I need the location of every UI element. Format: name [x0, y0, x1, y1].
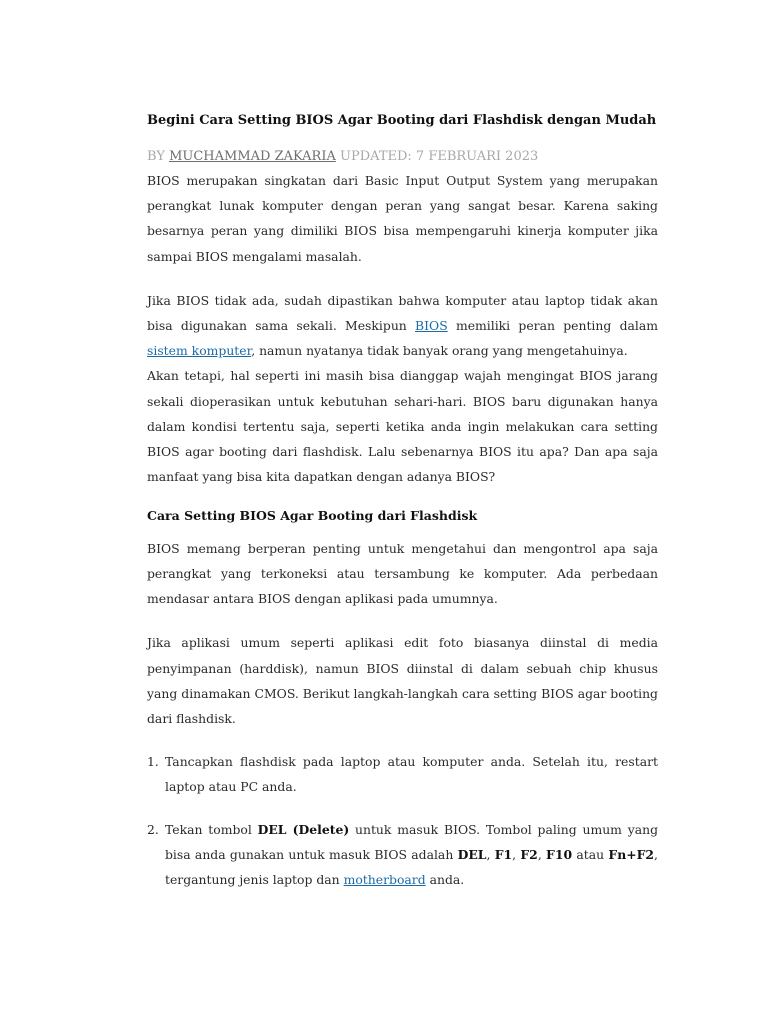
byline-updated: UPDATED: 7 FEBRUARI 2023 — [340, 149, 539, 164]
author-link[interactable]: MUCHAMMAD ZAKARIA — [169, 149, 336, 164]
section-heading: Cara Setting BIOS Agar Booting dari Flashdisk — [147, 508, 478, 524]
article — [147, 112, 658, 892]
paragraph-bios-role: BIOS memang berperan penting untuk mengetahui dan mengontrol apa saja perangkat yang terkoneksi atau tersambung ke komputer. Ada perbedaan mendasar antara BIOS dengan aplikasi pada umumnya. — [147, 540, 658, 607]
key-del: DEL — [457, 846, 487, 862]
key-f2: F2 — [520, 846, 538, 862]
step-text-4: anda. — [425, 872, 465, 888]
paragraph-bios-usage: Akan tetapi, hal seperti ini masih bisa dianggap wajah mengingat BIOS jarang sekali dioperasikan untuk kebutuhan sehari-hari. BIOS baru digunakan hanya dalam kondisi tertentu saja, seperti ketika anda ingin melakukan cara setting BIOS agar booting dari flashdisk. Lalu sebenarnya BIOS itu apa? Dan apa saja manfaat yang bisa kita dapatkan dengan adanya BIOS? — [147, 368, 658, 485]
byline-by: BY — [147, 149, 165, 164]
p2-text-2: memiliki peran penting dalam — [447, 318, 658, 334]
p2-text-1: Jika BIOS tidak ada, sudah dipastikan bahwa komputer atau laptop tidak akan bisa digunakan sama sekali. Meskipun — [147, 292, 658, 334]
separator: , — [486, 846, 495, 862]
motherboard-link[interactable]: motherboard — [343, 872, 426, 888]
step-number: 2. — [147, 821, 159, 837]
paragraph-cmos: Jika aplikasi umum seperti aplikasi edit foto biasanya diinstal di media penyimpanan (harddisk), namun BIOS diinstal di dalam sebuah chip khusus yang dinamakan CMOS. Berikut langkah-langkah cara setting BIOS agar booting dari flashdisk. — [147, 635, 658, 727]
article-title: Begini Cara Setting BIOS Agar Booting dari Flashdisk dengan Mudah — [147, 113, 657, 128]
separator: , — [512, 846, 521, 862]
list-item — [147, 817, 658, 893]
key-f10: F10 — [546, 846, 573, 862]
sistem-komputer-link[interactable]: sistem komputer — [147, 343, 252, 359]
paragraph-bios-importance — [147, 288, 658, 364]
separator: , — [537, 846, 547, 862]
list-item — [147, 749, 658, 799]
steps-list — [147, 749, 658, 892]
separator: atau — [572, 846, 609, 862]
bios-link[interactable]: BIOS — [415, 318, 448, 334]
step-text-1: Tekan tombol — [165, 821, 258, 837]
step-text: Tancapkan flashdisk pada laptop atau komputer anda. Setelah itu, restart laptop atau PC anda. — [165, 754, 658, 795]
article-byline — [147, 148, 658, 166]
step-text-2: untuk masuk BIOS. Tombol paling umum yang bisa anda gunakan untuk masuk BIOS adalah — [165, 821, 658, 862]
key-fn-f2: Fn+F2 — [608, 846, 655, 862]
key-del-delete: DEL (Delete) — [257, 821, 350, 837]
step-number: 1. — [147, 754, 159, 770]
step-text-3: , tergantung jenis laptop dan — [165, 846, 658, 888]
p2-text-3: , namun nyatanya tidak banyak orang yang mengetahuinya. — [251, 343, 628, 359]
key-f1: F1 — [494, 846, 513, 862]
paragraph-intro: BIOS merupakan singkatan dari Basic Input Output System yang merupakan perangkat lunak komputer dengan peran yang sangat besar. Karena saking besarnya peran yang dimiliki BIOS bisa mempengaruhi kinerja komputer jika sampai BIOS mengalami masalah. — [147, 173, 658, 264]
